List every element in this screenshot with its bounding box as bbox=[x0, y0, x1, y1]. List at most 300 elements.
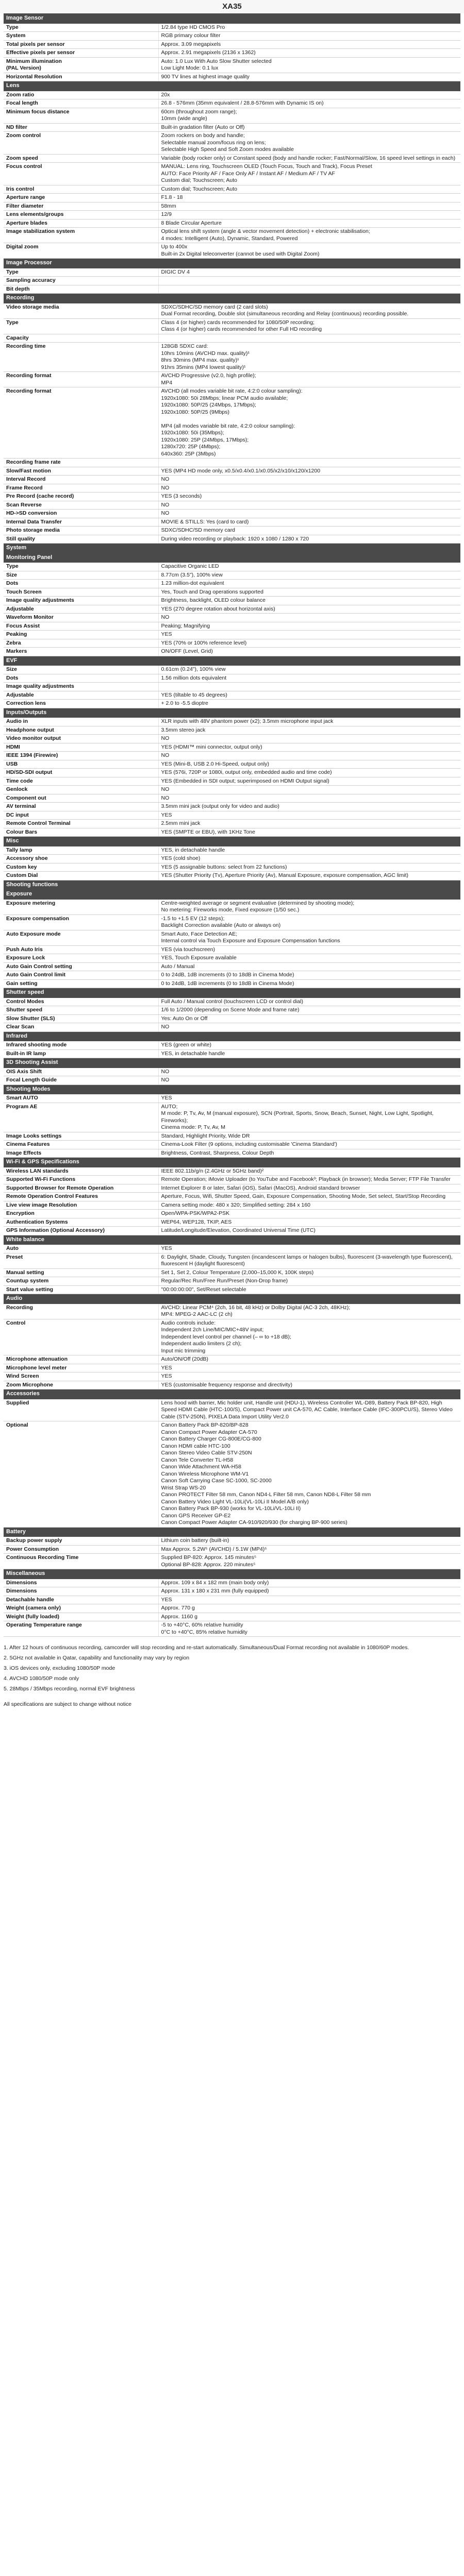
spec-label: Weight (fully loaded) bbox=[4, 1613, 158, 1621]
section-title: Misc bbox=[4, 837, 460, 846]
spec-row bbox=[4, 997, 460, 1006]
spec-row bbox=[4, 563, 460, 571]
spec-value: YES bbox=[158, 1245, 460, 1253]
spec-row bbox=[4, 123, 460, 132]
spec-value: YES, in detachable handle bbox=[158, 1049, 460, 1058]
spec-value: Camera setting mode: 480 x 320; Simplified setting: 284 x 160 bbox=[158, 1201, 460, 1210]
spec-row bbox=[4, 769, 460, 777]
spec-label: Image stabilization system bbox=[4, 228, 158, 243]
spec-label: Exposure compensation bbox=[4, 914, 158, 930]
spec-row bbox=[4, 1218, 460, 1227]
spec-value: 20x bbox=[158, 91, 460, 99]
spec-value: Built-in gradation filter (Auto or Off) bbox=[158, 123, 460, 132]
section-header bbox=[4, 544, 460, 553]
spec-value: NO bbox=[158, 476, 460, 484]
spec-value: Class 4 (or higher) cards recommended for 1080/50P recording; Class 4 (or higher) cards recommended for other Full HD recording bbox=[158, 318, 460, 334]
spec-label: Recording format bbox=[4, 372, 158, 387]
section-header bbox=[4, 656, 460, 666]
spec-row bbox=[4, 1141, 460, 1149]
spec-label: Type bbox=[4, 23, 158, 32]
spec-value: YES (70% or 100% reference level) bbox=[158, 639, 460, 648]
spec-row bbox=[4, 484, 460, 493]
spec-row bbox=[4, 154, 460, 163]
spec-value: IEEE 802.11b/g/n (2.4GHz or 5GHz band)² bbox=[158, 1167, 460, 1176]
section-header bbox=[4, 988, 460, 998]
spec-row bbox=[4, 1210, 460, 1218]
spec-row bbox=[4, 459, 460, 467]
spec-label: Genlock bbox=[4, 786, 158, 794]
spec-label: Scan Reverse bbox=[4, 501, 158, 510]
spec-row bbox=[4, 1253, 460, 1268]
spec-value: Capacitive Organic LED bbox=[158, 563, 460, 571]
section-header bbox=[4, 880, 460, 890]
spec-label: Bit depth bbox=[4, 285, 158, 294]
spec-label: Dimensions bbox=[4, 1579, 158, 1587]
section-title: Lens bbox=[4, 81, 460, 91]
spec-label: Peaking bbox=[4, 631, 158, 639]
footnote: 1. After 12 hours of continuous recording, camcorder will stop recording and re-start automatically. Simultaneous/Dual Format recording not available in 1080/60P modes. bbox=[4, 1645, 409, 1651]
spec-row bbox=[4, 1006, 460, 1015]
spec-value: 6: Daylight, Shade, Cloudy, Tungsten (incandescent lamps or halogen bulbs), fluorescent (3-wavelength type fluorescent), fluorescent H (daylight fluorescent) bbox=[158, 1253, 460, 1268]
spec-value: 128GB SDXC card: 10hrs 10mins (AVCHD max. quality)¹ 8hrs 30mins (MP4 max. quality)¹ 91hrs 35mins (MP4 lowest quality)¹ bbox=[158, 343, 460, 372]
spec-row bbox=[4, 1041, 460, 1050]
section-title: Shutter speed bbox=[4, 988, 460, 998]
spec-label: Microphone level meter bbox=[4, 1364, 158, 1372]
spec-label: Video monitor output bbox=[4, 735, 158, 743]
spec-label: Tally lamp bbox=[4, 846, 158, 855]
spec-row bbox=[4, 1303, 460, 1319]
spec-label: Remote Control Terminal bbox=[4, 820, 158, 828]
section-header bbox=[4, 890, 460, 900]
spec-label: Waveform Monitor bbox=[4, 614, 158, 622]
spec-row bbox=[4, 57, 460, 73]
spec-row bbox=[4, 501, 460, 510]
spec-value: Approx. 131 x 180 x 231 mm (fully equipped) bbox=[158, 1587, 460, 1596]
spec-value: Lens hood with barrier, Mic holder unit, Handle unit (HDU-1), Wireless Controller WL-D89, Battery Pack BP-820, High Speed HDMI Cable (HTC-100/S), Compact Power unit CA-570, AC Cable, Interface Cable (IFC-300PCU/S), Stereo Video Cable (STV-250N), PIXELA Data Import Utility Ver2.0 bbox=[158, 1399, 460, 1421]
spec-value: Auto: 1.0 Lux With Auto Slow Shutter selected Low Light Mode: 0.1 lux bbox=[158, 57, 460, 73]
spec-value: F1.8 - 18 bbox=[158, 194, 460, 202]
spec-label: Clear Scan bbox=[4, 1023, 158, 1032]
spec-value: YES (MP4 HD mode only, x0.5/x0.4/x0.1/x0.05/x2/x10/x120/x1200 bbox=[158, 467, 460, 476]
section-title: System bbox=[4, 544, 460, 553]
spec-label: Aperture blades bbox=[4, 219, 158, 228]
section-title: Battery bbox=[4, 1527, 460, 1537]
spec-value: Approx. 3.09 megapixels bbox=[158, 40, 460, 49]
spec-row bbox=[4, 930, 460, 945]
spec-value: 1/2.84 type HD CMOS Pro bbox=[158, 23, 460, 32]
spec-value: Brightness, backlight, OLED colour balance bbox=[158, 597, 460, 605]
spec-row bbox=[4, 518, 460, 527]
spec-row bbox=[4, 803, 460, 811]
disclaimer: All specifications are subject to change without notice bbox=[4, 1701, 132, 1707]
spec-label: Supplied bbox=[4, 1399, 158, 1421]
spec-row bbox=[4, 1545, 460, 1554]
spec-row bbox=[4, 1319, 460, 1355]
spec-row bbox=[4, 571, 460, 580]
spec-row bbox=[4, 163, 460, 185]
spec-value: Brightness, Contrast, Sharpness, Colour Depth bbox=[158, 1149, 460, 1158]
spec-label: Backup power supply bbox=[4, 1537, 158, 1546]
spec-row bbox=[4, 1227, 460, 1235]
spec-value: 3.5mm mini jack (output only for video and audio) bbox=[158, 803, 460, 811]
spec-row bbox=[4, 1014, 460, 1023]
spec-label: Sampling accuracy bbox=[4, 277, 158, 285]
spec-label: Horizontal Resolution bbox=[4, 73, 158, 81]
spec-row bbox=[4, 855, 460, 863]
spec-value: NO bbox=[158, 794, 460, 803]
spec-label: Accessory shoe bbox=[4, 855, 158, 863]
spec-label: Effective pixels per sensor bbox=[4, 49, 158, 58]
spec-value: YES (cold shoe) bbox=[158, 855, 460, 863]
spec-row bbox=[4, 648, 460, 656]
spec-row bbox=[4, 277, 460, 285]
spec-label: Capacity bbox=[4, 334, 158, 343]
spec-label: Encryption bbox=[4, 1210, 158, 1218]
spec-row bbox=[4, 971, 460, 980]
spec-row bbox=[4, 1076, 460, 1085]
spec-row bbox=[4, 202, 460, 211]
spec-row bbox=[4, 743, 460, 752]
spec-row bbox=[4, 1167, 460, 1176]
spec-label: Optional bbox=[4, 1421, 158, 1528]
spec-row bbox=[4, 211, 460, 219]
spec-row bbox=[4, 1103, 460, 1132]
spec-row bbox=[4, 639, 460, 648]
spec-value: DIGIC DV 4 bbox=[158, 268, 460, 277]
spec-value: YES bbox=[158, 1094, 460, 1103]
spec-row bbox=[4, 108, 460, 123]
spec-row bbox=[4, 1604, 460, 1613]
spec-label: Start value setting bbox=[4, 1285, 158, 1294]
spec-label: Time code bbox=[4, 777, 158, 786]
spec-value: + 2.0 to -5.5 dioptre bbox=[158, 700, 460, 708]
spec-row bbox=[4, 605, 460, 614]
spec-value: Internet Explorer 8 or later, Safari (iOS), Safari (MacOS), Android standard browser bbox=[158, 1184, 460, 1193]
spec-row bbox=[4, 132, 460, 155]
spec-row bbox=[4, 1587, 460, 1596]
spec-value: 3.5mm stereo jack bbox=[158, 726, 460, 735]
spec-label: Auto Exposure mode bbox=[4, 930, 158, 945]
spec-label: Still quality bbox=[4, 535, 158, 544]
spec-label: Shutter speed bbox=[4, 1006, 158, 1015]
spec-row bbox=[4, 631, 460, 639]
spec-row bbox=[4, 185, 460, 194]
section-header bbox=[4, 708, 460, 718]
spec-value: Approx. 1160 g bbox=[158, 1613, 460, 1621]
spec-label: Type bbox=[4, 268, 158, 277]
spec-value bbox=[158, 683, 460, 691]
footnote: 5. 28Mbps / 35Mbps recording, normal EVF brightness bbox=[4, 1686, 135, 1692]
spec-row bbox=[4, 510, 460, 518]
spec-label: Minimum illumination (PAL Version) bbox=[4, 57, 158, 73]
spec-value: SDXC/SDHC/SD memory card bbox=[158, 527, 460, 535]
spec-label: Slow Shutter (SLS) bbox=[4, 1014, 158, 1023]
spec-row bbox=[4, 334, 460, 343]
section-title: Accessories bbox=[4, 1389, 460, 1399]
spec-label: Frame Record bbox=[4, 484, 158, 493]
spec-label: Filter diameter bbox=[4, 202, 158, 211]
spec-value: 1/6 to 1/2000 (depending on Scene Mode and frame rate) bbox=[158, 1006, 460, 1015]
spec-label: Built-in IR lamp bbox=[4, 1049, 158, 1058]
spec-label: Program AE bbox=[4, 1103, 158, 1132]
spec-value: NO bbox=[158, 614, 460, 622]
spec-value: -1.5 to +1.5 EV (12 steps); Backlight Correction available (Auto or always on) bbox=[158, 914, 460, 930]
spec-label: Control Modes bbox=[4, 997, 158, 1006]
section-header bbox=[4, 1569, 460, 1579]
spec-value: NO bbox=[158, 510, 460, 518]
spec-label: Interval Record bbox=[4, 476, 158, 484]
spec-label: Internal Data Transfer bbox=[4, 518, 158, 527]
spec-label: Audio in bbox=[4, 718, 158, 726]
section-title: EVF bbox=[4, 656, 460, 666]
spec-row bbox=[4, 285, 460, 294]
spec-value: During video recording or playback: 1920 x 1080 / 1280 x 720 bbox=[158, 535, 460, 544]
spec-label: Preset bbox=[4, 1253, 158, 1268]
spec-label: Zoom speed bbox=[4, 154, 158, 163]
spec-value: WEP64, WEP128, TKIP, AES bbox=[158, 1218, 460, 1227]
spec-value: ON/OFF (Level, Grid) bbox=[158, 648, 460, 656]
section-header bbox=[4, 294, 460, 303]
spec-row bbox=[4, 40, 460, 49]
spec-value: 8.77cm (3.5"), 100% view bbox=[158, 571, 460, 580]
spec-value: Smart Auto, Face Detection AE; Internal control via Touch Exposure and Exposure Compensation functions bbox=[158, 930, 460, 945]
spec-row bbox=[4, 1049, 460, 1058]
section-header bbox=[4, 81, 460, 91]
spec-label: Colour Bars bbox=[4, 828, 158, 837]
spec-row bbox=[4, 1193, 460, 1201]
spec-value: YES (Embedded in SDI output; superimposed on HDMI Output signal) bbox=[158, 777, 460, 786]
spec-value: YES (576i, 720P or 1080i, output only, embedded audio and time code) bbox=[158, 769, 460, 777]
spec-row bbox=[4, 954, 460, 963]
spec-label: Recording time bbox=[4, 343, 158, 372]
section-title: 3D Shooting Assist bbox=[4, 1058, 460, 1068]
spec-value: Open/WPA-PSK/WPA2-PSK bbox=[158, 1210, 460, 1218]
spec-row bbox=[4, 752, 460, 760]
spec-value: Centre-weighted average or segment evaluative (determined by shooting mode); No metering: Fireworks mode, Fixed exposure (1/50 sec.) bbox=[158, 899, 460, 914]
section-header bbox=[4, 1058, 460, 1068]
spec-value: 0 to 24dB, 1dB increments (0 to 18dB in Cinema Mode) bbox=[158, 971, 460, 980]
spec-value: SDXC/SDHC/SD memory card (2 card slots) Dual Format recording, Double slot (simultaneous recording and Relay (continuous) recording possible. bbox=[158, 303, 460, 318]
spec-value bbox=[158, 334, 460, 343]
spec-label: Aperture range bbox=[4, 194, 158, 202]
spec-value: NO bbox=[158, 1076, 460, 1085]
section-title: White balance bbox=[4, 1235, 460, 1245]
spec-row bbox=[4, 1554, 460, 1569]
spec-label: Video storage media bbox=[4, 303, 158, 318]
spec-row bbox=[4, 1268, 460, 1277]
spec-label: ND filter bbox=[4, 123, 158, 132]
spec-row bbox=[4, 219, 460, 228]
spec-value: YES bbox=[158, 631, 460, 639]
spec-table bbox=[4, 13, 460, 1637]
spec-label: Lens elements/groups bbox=[4, 211, 158, 219]
spec-value: YES, Touch Exposure available bbox=[158, 954, 460, 963]
spec-value: YES (via touchscreen) bbox=[158, 945, 460, 954]
spec-row bbox=[4, 91, 460, 99]
spec-value: 58mm bbox=[158, 202, 460, 211]
spec-label: Custom key bbox=[4, 863, 158, 872]
spec-row bbox=[4, 726, 460, 735]
spec-row bbox=[4, 1245, 460, 1253]
spec-row bbox=[4, 1621, 460, 1637]
spec-value: RGB primary colour filter bbox=[158, 32, 460, 41]
spec-value: YES bbox=[158, 1364, 460, 1372]
spec-label: Slow/Fast motion bbox=[4, 467, 158, 476]
spec-row bbox=[4, 1372, 460, 1381]
spec-label: Zoom Microphone bbox=[4, 1381, 158, 1389]
spec-label: Component out bbox=[4, 794, 158, 803]
spec-label: Recording format bbox=[4, 387, 158, 459]
spec-label: System bbox=[4, 32, 158, 41]
spec-label: Detachable handle bbox=[4, 1596, 158, 1604]
spec-row bbox=[4, 735, 460, 743]
spec-label: Focus Assist bbox=[4, 622, 158, 631]
spec-label: Image Effects bbox=[4, 1149, 158, 1158]
spec-row bbox=[4, 597, 460, 605]
spec-label: Microphone attenuation bbox=[4, 1355, 158, 1364]
spec-row bbox=[4, 194, 460, 202]
spec-label: Gain setting bbox=[4, 979, 158, 988]
spec-row bbox=[4, 387, 460, 459]
spec-value: Up to 400x Built-in 2x Digital teleconverter (cannot be used with Digital Zoom) bbox=[158, 243, 460, 259]
spec-row bbox=[4, 674, 460, 683]
spec-value: Standard, Highlight Priority, Wide DR bbox=[158, 1132, 460, 1141]
spec-label: DC input bbox=[4, 811, 158, 820]
spec-label: Dots bbox=[4, 674, 158, 683]
spec-label: Correction lens bbox=[4, 700, 158, 708]
footnotes-list bbox=[4, 1644, 460, 1692]
spec-row bbox=[4, 786, 460, 794]
spec-row bbox=[4, 1355, 460, 1364]
spec-row bbox=[4, 863, 460, 872]
spec-row bbox=[4, 580, 460, 588]
spec-row bbox=[4, 535, 460, 544]
spec-row bbox=[4, 1579, 460, 1587]
section-header bbox=[4, 14, 460, 24]
spec-value: NO bbox=[158, 752, 460, 760]
spec-label: Remote Operation Control Features bbox=[4, 1193, 158, 1201]
spec-row bbox=[4, 691, 460, 700]
spec-label: GPS Information (Optional Accessory) bbox=[4, 1227, 158, 1235]
section-title: Shooting functions bbox=[4, 880, 460, 890]
spec-row bbox=[4, 1023, 460, 1032]
spec-label: Wind Screen bbox=[4, 1372, 158, 1381]
spec-value: NO bbox=[158, 1067, 460, 1076]
spec-label: Size bbox=[4, 571, 158, 580]
spec-value: YES (tiltable to 45 degrees) bbox=[158, 691, 460, 700]
spec-label: HDMI bbox=[4, 743, 158, 752]
spec-value: YES (customisable frequency response and directivity) bbox=[158, 1381, 460, 1389]
spec-row bbox=[4, 914, 460, 930]
spec-label: Auto Gain Control limit bbox=[4, 971, 158, 980]
spec-value: 0.61cm (0.24"), 100% view bbox=[158, 666, 460, 674]
spec-label: Exposure metering bbox=[4, 899, 158, 914]
spec-row bbox=[4, 73, 460, 81]
spec-row bbox=[4, 1094, 460, 1103]
spec-label: Focal length bbox=[4, 99, 158, 108]
spec-row bbox=[4, 820, 460, 828]
spec-label: Supported Wi-Fi Functions bbox=[4, 1176, 158, 1184]
spec-label: Cinema Features bbox=[4, 1141, 158, 1149]
spec-value: Approx. 770 g bbox=[158, 1604, 460, 1613]
spec-row bbox=[4, 1364, 460, 1372]
spec-row bbox=[4, 1537, 460, 1546]
spec-value bbox=[158, 277, 460, 285]
spec-label: Recording frame rate bbox=[4, 459, 158, 467]
spec-value: YES (Shutter Priority (Tv), Aperture Priority (Av), Manual Exposure, exposure compensation, AGC limit) bbox=[158, 872, 460, 880]
spec-label: IEEE 1394 (Firewire) bbox=[4, 752, 158, 760]
spec-row bbox=[4, 1285, 460, 1294]
spec-value: 1.23 million-dot equivalent bbox=[158, 580, 460, 588]
spec-value: Regular/Rec Run/Free Run/Preset (Non-Drop frame) bbox=[158, 1277, 460, 1286]
spec-label: Image Looks settings bbox=[4, 1132, 158, 1141]
spec-value: Cinema-Look Filter (9 options, including customisable 'Cinema Standard') bbox=[158, 1141, 460, 1149]
spec-row bbox=[4, 962, 460, 971]
spec-value: Max Approx. 5.2W⁵ (AVCHD) / 5.1W (MP4)⁵ bbox=[158, 1545, 460, 1554]
section-header bbox=[4, 1084, 460, 1094]
spec-label: Type bbox=[4, 563, 158, 571]
spec-value: Yes, Touch and Drag operations supported bbox=[158, 588, 460, 597]
spec-value: Peaking; Magnifying bbox=[158, 622, 460, 631]
spec-value: Aperture, Focus, Wifi, Shutter Speed, Gain, Exposure Compensation, Shooting Mode, Set select, Start/Stop Recording bbox=[158, 1193, 460, 1201]
spec-label: Countup system bbox=[4, 1277, 158, 1286]
spec-label: Adjustable bbox=[4, 691, 158, 700]
spec-value: Supplied BP-820: Approx. 145 minutes⁵ Optional BP-828: Approx. 220 minutes⁵ bbox=[158, 1554, 460, 1569]
spec-row bbox=[4, 1596, 460, 1604]
section-title: Image Processor bbox=[4, 259, 460, 268]
spec-label: Headphone output bbox=[4, 726, 158, 735]
section-header bbox=[4, 1031, 460, 1041]
spec-row bbox=[4, 872, 460, 880]
spec-label: Adjustable bbox=[4, 605, 158, 614]
spec-value: NO bbox=[158, 735, 460, 743]
spec-row bbox=[4, 1201, 460, 1210]
spec-label: Infrared shooting mode bbox=[4, 1041, 158, 1050]
spec-row bbox=[4, 1277, 460, 1286]
spec-label: Focal Length Guide bbox=[4, 1076, 158, 1085]
spec-value: NO bbox=[158, 484, 460, 493]
spec-value: Zoom rockers on body and handle; Selectable manual zoom/focus ring on lens; Selectable High Speed and Soft Zoom modes available bbox=[158, 132, 460, 155]
section-title: Recording bbox=[4, 294, 460, 303]
spec-value: 2.5mm mini jack bbox=[158, 820, 460, 828]
spec-value: YES bbox=[158, 811, 460, 820]
spec-label: Exposure Lock bbox=[4, 954, 158, 963]
spec-row bbox=[4, 846, 460, 855]
spec-value: Optical lens shift system (angle & vector movement detection) + electronic stabilisation; 4 modes: Intelligent (Auto), Dynamic, Standard, Powered bbox=[158, 228, 460, 243]
spec-row bbox=[4, 493, 460, 501]
spec-row bbox=[4, 683, 460, 691]
spec-value: YES bbox=[158, 1372, 460, 1381]
spec-value: XLR inputs with 48V phantom power (x2); 3.5mm microphone input jack bbox=[158, 718, 460, 726]
spec-row bbox=[4, 467, 460, 476]
spec-value bbox=[158, 285, 460, 294]
spec-value: YES (HDMI™ mini connector, output only) bbox=[158, 743, 460, 752]
spec-row bbox=[4, 343, 460, 372]
spec-value: YES (5 assignable buttons: select from 22 functions) bbox=[158, 863, 460, 872]
spec-row bbox=[4, 979, 460, 988]
spec-row bbox=[4, 527, 460, 535]
spec-label: Image quality adjustments bbox=[4, 683, 158, 691]
spec-row bbox=[4, 303, 460, 318]
spec-value: YES bbox=[158, 1596, 460, 1604]
spec-value: NO bbox=[158, 1023, 460, 1032]
section-title: Audio bbox=[4, 1294, 460, 1304]
spec-label: Zoom ratio bbox=[4, 91, 158, 99]
section-title: Exposure bbox=[4, 890, 460, 900]
spec-value: 900 TV lines at highest image quality bbox=[158, 73, 460, 81]
section-title: Miscellaneous bbox=[4, 1569, 460, 1579]
spec-row bbox=[4, 760, 460, 769]
